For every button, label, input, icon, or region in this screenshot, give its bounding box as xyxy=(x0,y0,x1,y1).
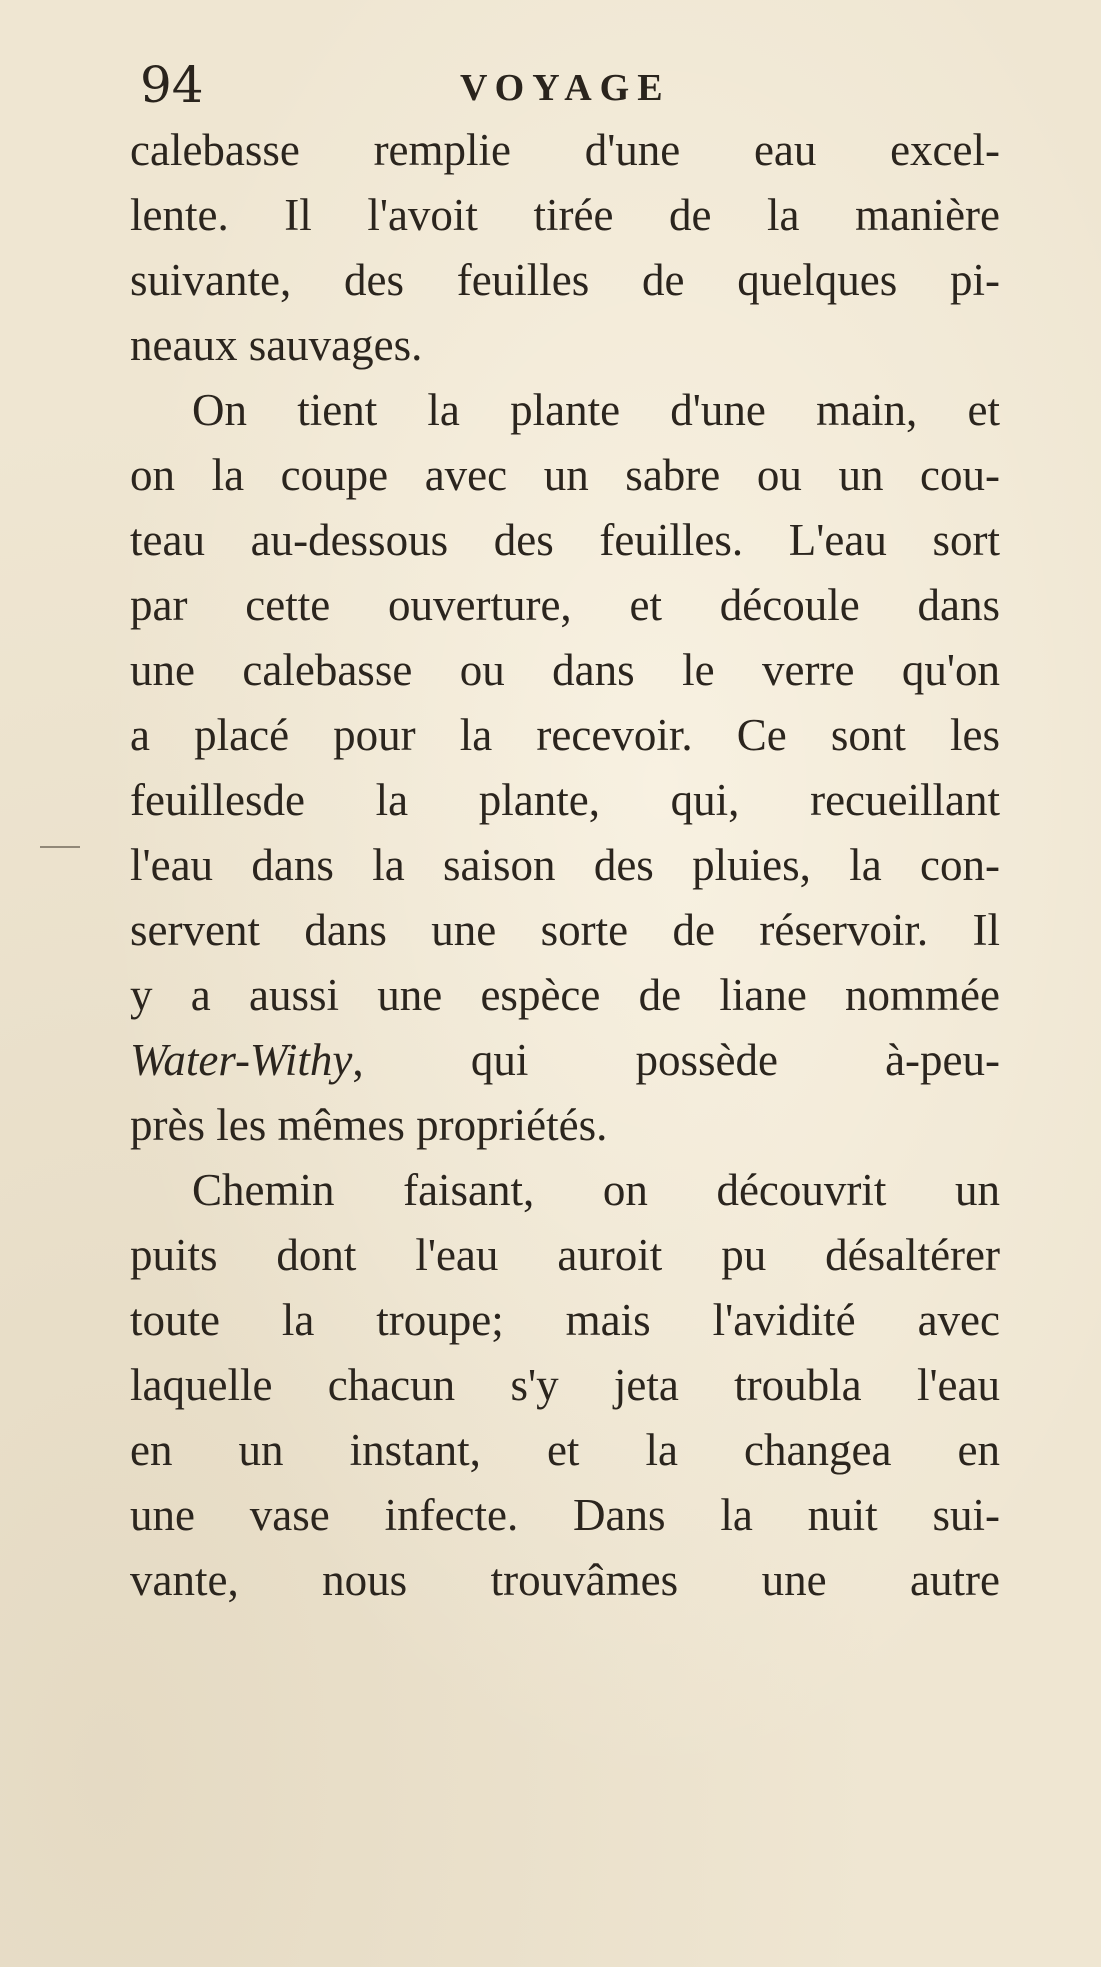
text-line: lente. Il l'avoit tirée de la manière xyxy=(130,190,1000,240)
italic-term: Water-Withy xyxy=(130,1035,353,1085)
text-line: y a aussi une espèce de liane nommée xyxy=(130,970,1000,1020)
text-line: une vase infecte. Dans la nuit sui- xyxy=(130,1490,1000,1540)
text-line-with-term xyxy=(130,1028,1000,1093)
text-line: toute la troupe; mais l'avidité avec xyxy=(130,1295,1000,1345)
text-line: l'eau dans la saison des pluies, la con- xyxy=(130,840,1000,890)
text-line: neaux sauvages. xyxy=(130,320,423,370)
text-line: teau au-dessous des feuilles. L'eau sort xyxy=(130,515,1000,565)
text-line: une calebasse ou dans le verre qu'on xyxy=(130,645,1000,695)
text-fragment: , qui possède à-peu- xyxy=(352,1035,1000,1085)
text-line: feuillesde la plante, qui, recueillant xyxy=(130,775,1000,825)
text-line: près les mêmes propriétés. xyxy=(130,1100,608,1150)
text-line: suivante, des feuilles de quelques pi- xyxy=(130,255,1000,305)
running-head: VOYAGE xyxy=(460,67,671,109)
text-line: On tient la plante d'une main, et xyxy=(192,385,1000,435)
text-line: a placé pour la recevoir. Ce sont les xyxy=(130,710,1000,760)
text-line: laquelle chacun s'y jeta troubla l'eau xyxy=(130,1360,1000,1410)
text-line: vante, nous trouvâmes une autre xyxy=(130,1555,1000,1605)
text-line: en un instant, et la changea en xyxy=(130,1425,1000,1475)
text-line: Chemin faisant, on découvrit un xyxy=(192,1165,1000,1215)
body-text xyxy=(130,118,1000,1613)
page-header xyxy=(140,50,1040,120)
text-line: servent dans une sorte de réservoir. Il xyxy=(130,905,1000,955)
text-line: on la coupe avec un sabre ou un cou- xyxy=(130,450,1000,500)
page-number: 94 xyxy=(140,56,204,114)
text-line: calebasse remplie d'une eau excel- xyxy=(130,125,1000,175)
text-line: puits dont l'eau auroit pu désaltérer xyxy=(130,1230,1000,1280)
text-line: par cette ouverture, et découle dans xyxy=(130,580,1000,630)
margin-mark xyxy=(40,846,80,848)
